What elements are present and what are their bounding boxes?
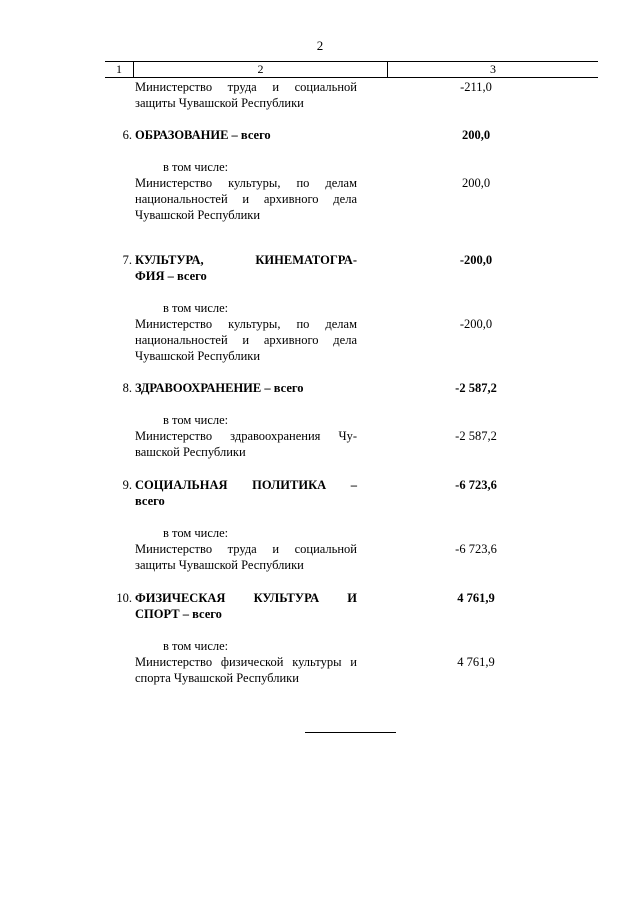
- section-title-line1: СОЦИАЛЬНАЯ ПОЛИТИКА –: [135, 478, 357, 492]
- continuation-value: -211,0: [460, 80, 492, 94]
- ministry-value: -200,0: [459, 317, 493, 331]
- section-title-line1: ОБРАЗОВАНИЕ – всего: [135, 128, 271, 142]
- ministry-name: Министерство культуры, по делам национальностей и архивного дела Чувашской Республики: [135, 317, 357, 363]
- section-title-line1: ФИЗИЧЕСКАЯ КУЛЬТУРА И: [135, 591, 357, 605]
- header-col-2: 2: [134, 62, 388, 77]
- header-col-3: 3: [490, 62, 496, 76]
- including-label: в том числе:: [163, 160, 229, 174]
- section-title: [135, 252, 357, 284]
- ministry-value: -6 723,6: [455, 542, 497, 556]
- section-title-line2: ФИЯ – всего: [135, 269, 207, 283]
- including-label: в том числе:: [163, 526, 229, 540]
- including-label: в том числе:: [163, 639, 229, 653]
- page-number: 2: [316, 38, 324, 53]
- continuation-ministry: [135, 79, 357, 111]
- section-title: [135, 380, 357, 396]
- ministry-block: [135, 638, 357, 686]
- section-title: [135, 127, 357, 143]
- section-title-line1: КУЛЬТУРА, КИНЕМАТОГРА-: [135, 253, 357, 267]
- section-total: -2 587,2: [455, 381, 497, 395]
- ministry-value: -2 587,2: [455, 429, 497, 443]
- continuation-name-line1: Министерство труда и социальной: [135, 80, 357, 94]
- ministry-name: Министерство культуры, по делам национальностей и архивного дела Чувашской Республики: [135, 176, 357, 222]
- ministry-block: [135, 412, 357, 460]
- table-header: [105, 61, 598, 78]
- closing-divider: [305, 732, 396, 733]
- section-total: 4 761,9: [457, 591, 495, 605]
- section-number: 9.: [122, 478, 132, 492]
- ministry-name: Министерство физической культуры и спорта Чувашской Республики: [135, 655, 357, 685]
- ministry-value: 200,0: [461, 176, 491, 190]
- section-title: [135, 590, 357, 622]
- section-total: 200,0: [461, 128, 491, 142]
- ministry-value: 4 761,9: [457, 655, 495, 669]
- section-total: -6 723,6: [455, 478, 497, 492]
- section-number: 8.: [122, 381, 132, 395]
- section-title-line1: ЗДРАВООХРАНЕНИЕ – всего: [135, 381, 304, 395]
- section-title-line2: СПОРТ – всего: [135, 607, 222, 621]
- including-label: в том числе:: [163, 413, 229, 427]
- header-col-1: 1: [105, 62, 134, 77]
- section-number: 7.: [122, 253, 132, 267]
- ministry-name: Министерство здравоохранения Чу- вашской Республики: [135, 429, 357, 459]
- ministry-block: [135, 525, 357, 573]
- section-number: 6.: [122, 128, 132, 142]
- ministry-block: [135, 300, 357, 364]
- ministry-name: Министерство труда и социальной защиты Чувашской Республики: [135, 542, 357, 572]
- ministry-block: [135, 159, 357, 223]
- including-label: в том числе:: [163, 301, 229, 315]
- section-title-line2: всего: [135, 494, 165, 508]
- continuation-name-line2: защиты Чувашской Республики: [135, 96, 304, 110]
- section-total: -200,0: [459, 253, 493, 267]
- section-title: [135, 477, 357, 509]
- section-number: 10.: [116, 591, 132, 605]
